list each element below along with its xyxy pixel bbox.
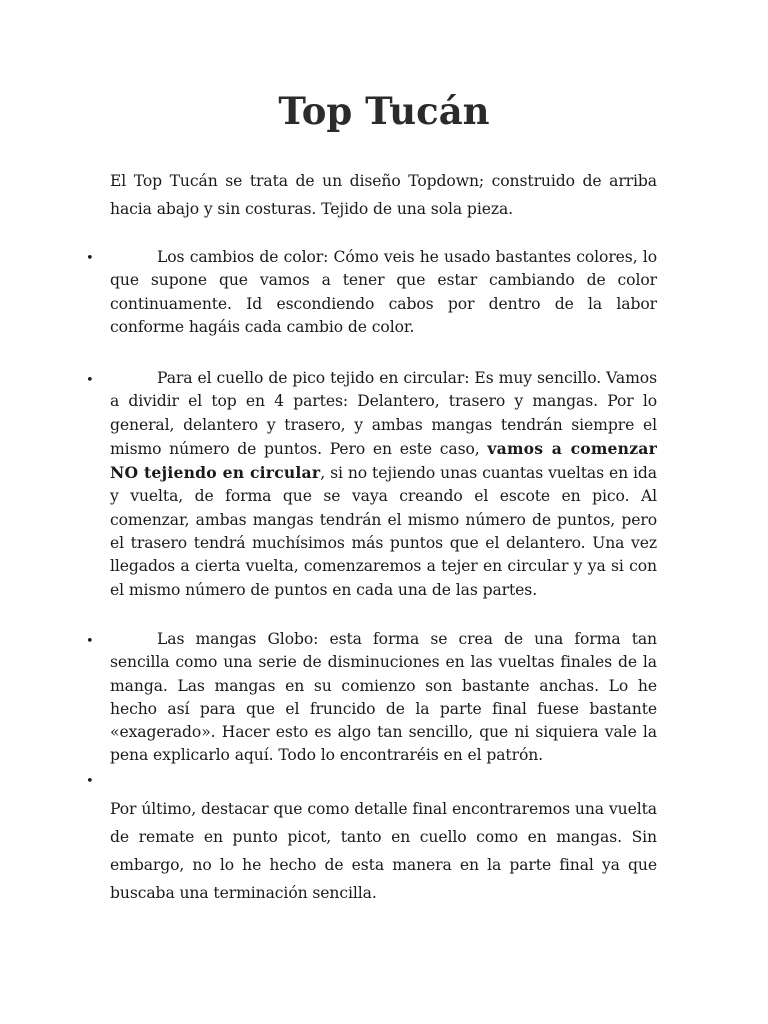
bullet-text: Para el cuello de pico tejido en circular: Es muy sencillo. Vamos a dividir el top en 4 partes: Delantero, trasero y mangas. Por lo general, delantero y trasero, y ambas mangas tendrán siempre el mismo número de puntos. Pero en este caso, [110,369,657,458]
page-title: Top Tucán [278,89,490,133]
intro-paragraph: El Top Tucán se trata de un diseño Topdown; construido de arriba hacia abajo y sin costuras. Tejido de una sola pieza. [110,172,657,218]
closing-paragraph: Por último, destacar que como detalle final encontraremos una vuelta de remate en punto picot, tanto en cuello como en mangas. Sin embargo, no lo he hecho de esta manera en la parte final ya que buscaba una terminación sencilla. [110,800,657,902]
bullet-paragraph-v-neck [110,367,657,602]
bullet-paragraph-sleeves [110,628,657,768]
bullet-text: Los cambios de color: Cómo veis he usado bastantes colores, lo que supone que vamos a tener que estar cambiando de color continuamente. Id escondiendo cabos por dentro de la labor conforme hagáis cada cambio de color. [110,248,657,336]
bullet-marker: • [86,373,94,388]
bullet-text: , si no tejiendo unas cuantas vueltas en ida y vuelta, de forma que se vaya creando el escote en pico. Al comenzar, ambas mangas tendrán el mismo número de puntos, pero el trasero tendrá muchísimos más puntos que el delantero. Una vez llegados a cierta vuelta, comenzaremos a tejer en circular y ya si con el mismo número de puntos en cada una de las partes. [110,464,657,599]
bullet-text: Las mangas Globo: esta forma se crea de una forma tan sencilla como una serie de disminuciones en las vueltas finales de la manga. Las mangas en su comienzo son bastante anchas. Lo he hecho así para que el fruncido de la parte final fuese bastante «exagerado». Hacer esto es algo tan sencillo, que ni siquiera vale la pena explicarlo aquí. Todo lo encontraréis en el patrón. [110,630,657,765]
bullet-marker: • [86,774,94,789]
bullet-marker: • [86,634,94,649]
bold-emphasis: vamos a comenzar NO tejiendo en circular [110,438,657,483]
bullet-marker: • [86,251,94,266]
bullet-paragraph-color-changes [110,246,657,339]
